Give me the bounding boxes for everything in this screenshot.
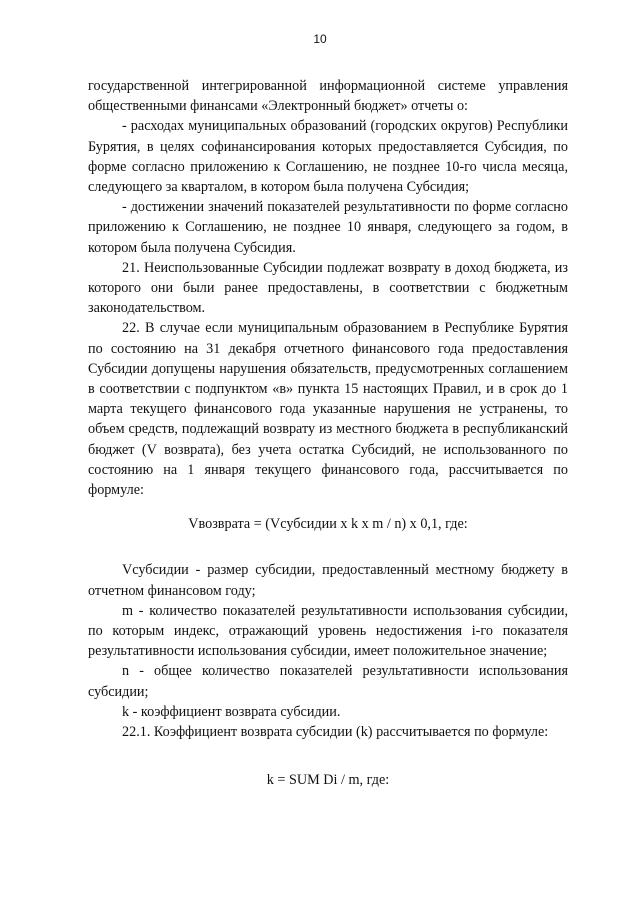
paragraph-reporting-intro: государственной интегрированной информационной системе управления общественными финансами «Электронный бюджет» отчеты о: — [88, 78, 568, 115]
formula-v-return: Vвозврата = (Vсубсидии x k x m / n) x 0,1, где: — [188, 516, 468, 533]
paragraph-clause-21: 21. Неиспользованные Субсидии подлежат возврату в доход бюджета, из которого они были ранее предоставлены, в соответствии с бюджетным законодательством. — [88, 259, 568, 317]
document-body — [88, 76, 568, 791]
definition-v-subsidy: Vсубсидии - размер субсидии, предоставленный местному бюджету в отчетном финансовом году; — [88, 562, 568, 599]
page-number: 10 — [313, 32, 327, 46]
formula-k: k = SUM Di / m, где: — [266, 772, 390, 789]
paragraph-reporting-indicators: - достижении значений показателей результативности по форме согласно приложению к Соглашению, не позднее 10 января, следующего за годом, в котором была получена Субсидия. — [88, 199, 568, 256]
definition-n: n - общее количество показателей результативности использования субсидии; — [88, 663, 568, 700]
definition-m: m - количество показателей результативности использования субсидии, по которым индекс, отражающий уровень недостижения i-го показателя результативности использования субсидии, имеет положительное значение; — [88, 602, 568, 660]
definition-k: k - коэффициент возврата субсидии. — [122, 703, 341, 720]
paragraph-clause-22: 22. В случае если муниципальным образованием в Республике Бурятия по состоянию на 31 декабря отчетного финансового года предоставления Субсидии допущены нарушения обязательств, предусмотренных соглашением в соответствии с подпунктом «в» пункта 15 настоящих Правил, и в срок до 1 марта текущего финансового года указанные нарушения не устранены, то объем средств, подлежащий возврату из местного бюджета в республиканский бюджет (V возврата), без учета остатка Субсидий, не использованного по состоянию на 1 января текущего финансового года, рассчитывается по формуле: — [88, 320, 568, 499]
paragraph-clause-22-1: 22.1. Коэффициент возврата субсидии (k) рассчитывается по формуле: — [122, 724, 549, 741]
paragraph-reporting-expenses: - расходах муниципальных образований (городских округов) Республики Бурятия, в целях софинансирования которых предоставляется Субсидия, по форме согласно приложению к Соглашению, не позднее 10-го числа месяца, следующего за кварталом, в котором была получена Субсидия; — [88, 118, 568, 196]
